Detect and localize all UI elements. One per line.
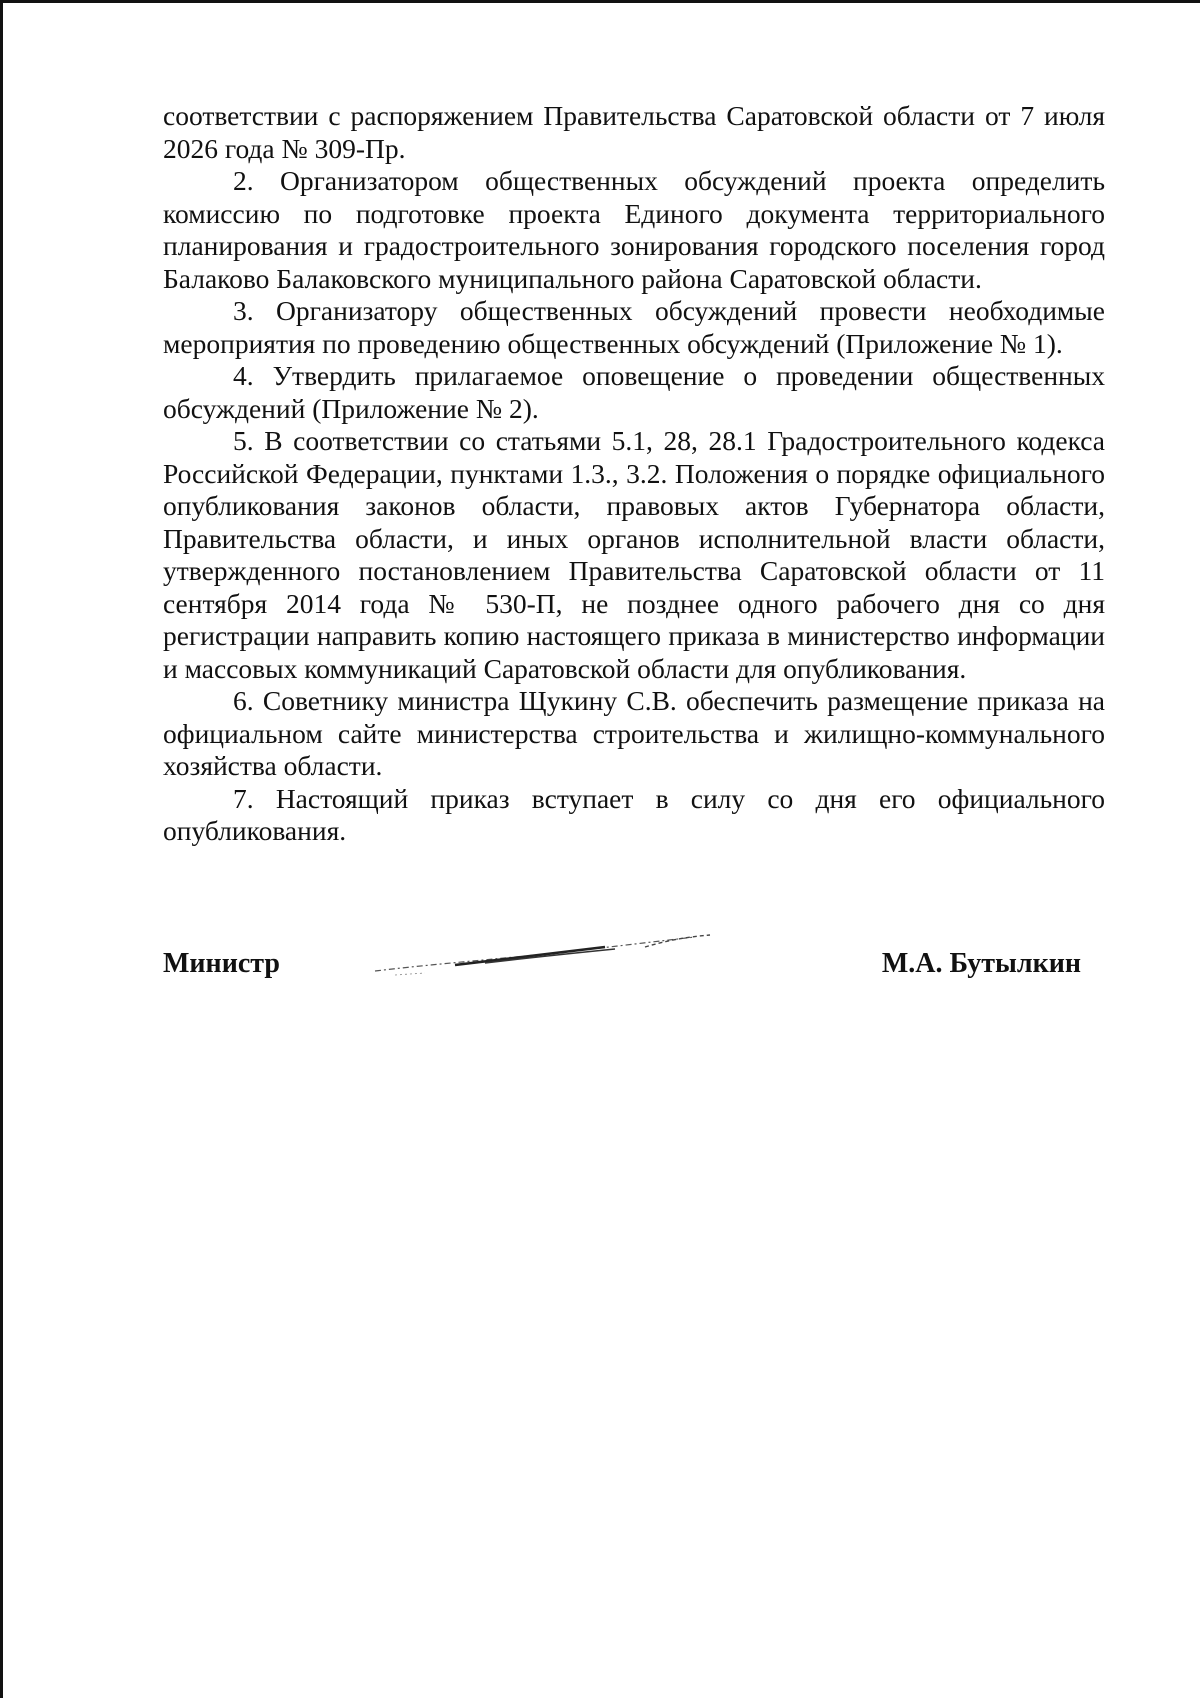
- scan-edge-top: [0, 0, 1200, 3]
- signature-block: [163, 948, 1081, 988]
- paragraph-item-7: 7. Настоящий приказ вступает в силу со дня его официального опубликования.: [163, 782, 1105, 846]
- document-body: [163, 100, 1105, 848]
- paragraph-item-3: 3. Организатору общественных обсуждений провести необходимые мероприятия по проведению общественных обсуждений (Приложение № 1).: [163, 295, 1105, 359]
- paragraph-item-2: 2. Организатором общественных обсуждений проекта определить комиссию по подготовке проекта Единого документа территориального планирования и градостроительного зонирования городского поселения город Балаково Балаковского муниципального района Саратовской области.: [163, 165, 1105, 294]
- paragraph-item-4: 4. Утвердить прилагаемое оповещение о проведении общественных обсуждений (Приложение № 2).: [163, 360, 1105, 424]
- signer-name: М.А. Бутылкин: [881, 948, 1081, 979]
- paragraph-item-6: 6. Советнику министра Щукину С.В. обеспечить размещение приказа на официальном сайте министерства строительства и жилищно-коммунального хозяйства области.: [163, 685, 1105, 781]
- signer-title: Министр: [163, 948, 280, 979]
- paragraph-item-5: 5. В соответствии со статьями 5.1, 28, 28.1 Градостроительного кодекса Российской Федерации, пунктами 1.3., 3.2. Положения о порядке официального опубликования законов области, правовых актов Губернатора области, Правительства области, и иных органов исполнительной власти области, утвержденного постановлением Правительства Саратовской области от 11 сентября 2014 года № 530-П, не позднее одного рабочего дня со дня регистрации направить копию настоящего приказа в министерство информации и массовых коммуникаций Саратовской области для опубликования.: [163, 425, 1105, 684]
- paragraph-continuation: соответствии с распоряжением Правительства Саратовской области от 7 июля 2026 года № 309-Пр.: [163, 100, 1105, 164]
- scan-edge-left: [0, 0, 3, 1698]
